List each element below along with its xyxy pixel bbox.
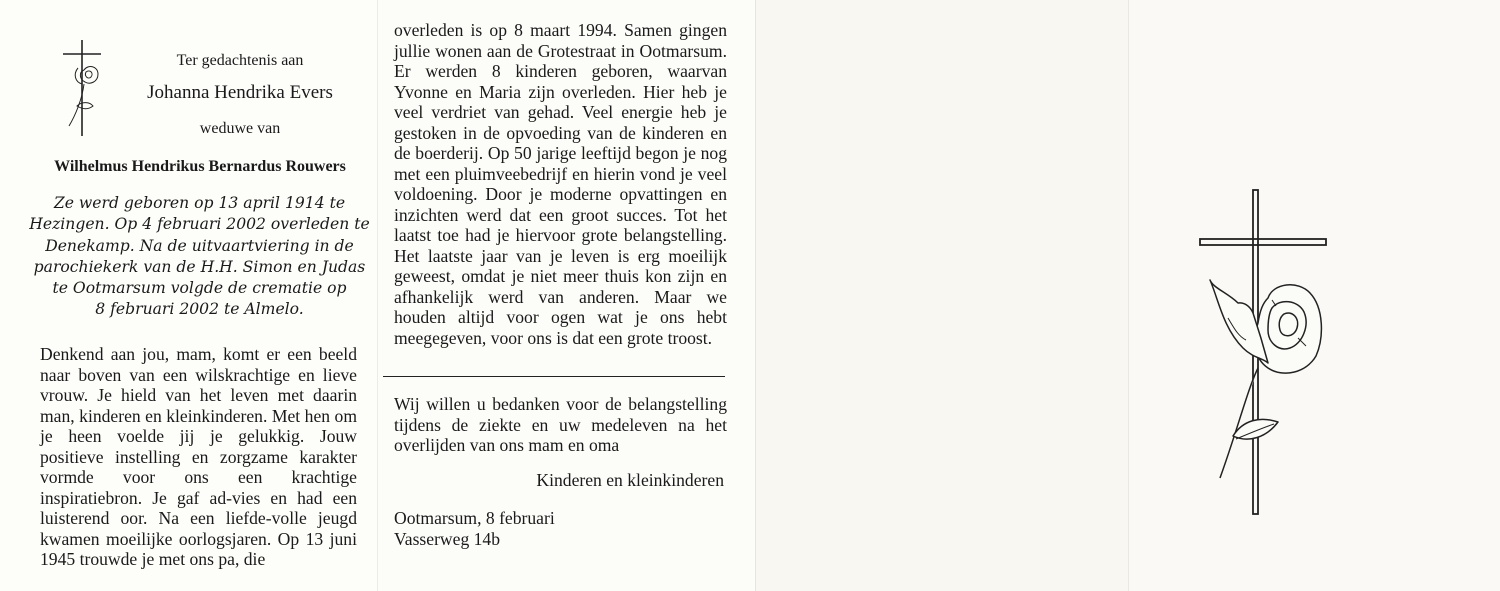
biography-line: 8 februari 2002 te Almelo. — [95, 300, 304, 319]
divider — [383, 376, 725, 377]
biography-line: Hezingen. Op 4 februari 2002 overleden te — [29, 215, 370, 234]
address: Vasserweg 14b — [394, 529, 501, 549]
husband-name: Wilhelmus Hendrikus Bernardus Rouwers — [54, 158, 346, 175]
biography-line: Denekamp. Na de uitvaartviering in de — [45, 236, 354, 255]
card-cover-panel — [1128, 0, 1500, 591]
widow-of-text: weduwe van — [199, 120, 281, 137]
fold-line — [755, 0, 756, 591]
thanks-text: Wij willen u bedanken voor de belangstelling tijdens de ziekte en uw medeleven na het overlijden van ons mam en oma — [394, 394, 727, 455]
fold-line — [1128, 0, 1129, 591]
fold-line — [377, 0, 378, 591]
cross-with-rose-icon — [1198, 188, 1328, 518]
card-inner-panel — [377, 0, 755, 591]
tribute-text-part-1: Denkend aan jou, mam, komt er een beeld naar boven van een wilskrachtige en lieve vrouw. Je hield van het leven met daarin man, kinderen en kleinkinderen. Met hen om je heen voelde jij je gelukkig. Jouw positieve instelling en zorgzame karakter vormde voor ons een krachtige inspiratiebron. Je gaf ad-vies en had een luisterend oor. Na een liefde-volle jeugd kwamen moeilijke oorlogsjaren. Op 13 juni 1945 trouwde je met ons pa, die — [40, 344, 357, 569]
deceased-name: Johanna Hendrika Evers — [147, 82, 333, 103]
tribute-text-part-2: overleden is op 8 maart 1994. Samen gingen jullie wonen aan de Grotestraat in Ootmarsum. Er werden 8 kinderen geboren, waarvan Yvonne en Maria zijn overleden. Hier heb je veel verdriet van gehad. Veel energie heb je gestoken in de opvoeding van de kinderen en de boerderij. Op 50 jarige leeftijd begon je nog met een pluimveebedrijf en hierin vond je veel voldoening. Door je moderne opvattingen en inzichten werd dat een groot succes. Tot het laatst toe had je hiervoor grote belangstelling. Het laatste jaar van je leven is erg moeilijk geweest, omdat je niet meer thuis kon zijn en afhankelijk werd van anderen. Maar we houden altijd voor ogen wat je ons hebt meegegeven, voor ons is dat een grote troost. — [394, 20, 727, 348]
biography-line: Ze werd geboren op 13 april 1914 te — [53, 194, 346, 212]
blank-panel — [755, 0, 1128, 591]
signature: Kinderen en kleinkinderen — [536, 470, 724, 490]
cross-with-rose-icon — [60, 38, 104, 138]
biography-line: te Ootmarsum volgde de crematie op — [52, 279, 347, 298]
card-front-panel — [0, 0, 377, 591]
biography — [22, 193, 377, 321]
biography-line: parochiekerk van de H.H. Simon en Judas — [33, 257, 366, 276]
place-date: Ootmarsum, 8 februari — [394, 508, 555, 528]
intro-text: Ter gedachtenis aan — [176, 52, 304, 69]
